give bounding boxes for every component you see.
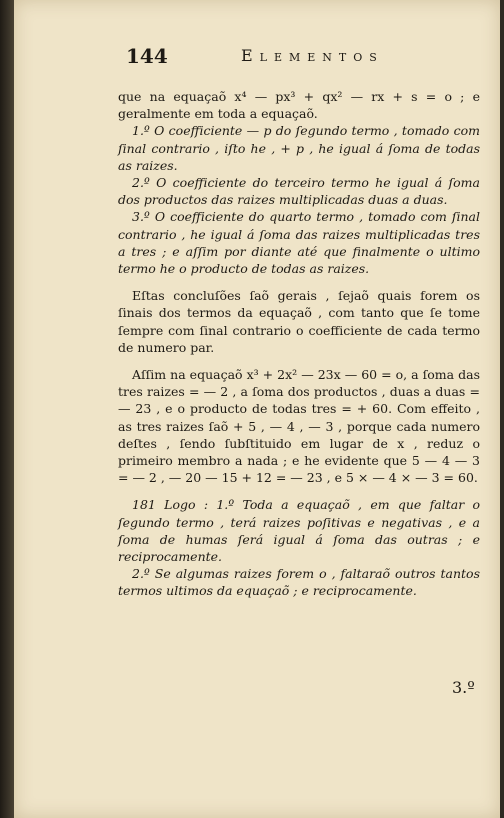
- paragraph-continuation: que na equaçaõ x⁴ — px³ + qx² — rx + s = o ; e geralmente em toda a equaçaõ.: [118, 89, 480, 122]
- catchword: 3.º: [452, 678, 475, 697]
- paragraph-conclusions: Eſtas concluſões ſaõ gerais , ſejaõ quais forem os ſinais dos termos da equaçaõ , com tanto que ſe tome ſempre com ſinal contrario o coefficiente de cada termo de numero par.: [118, 288, 480, 355]
- paragraph-rule-3: 3.º O coefficiente do quarto termo , tomado com ſinal contrario , he igual á ſoma das raizes multiplicadas tres a tres ; e aſſim por diante até que finalmente o ultimo termo he o producto de todas as raizes.: [118, 209, 480, 277]
- page-body: [118, 88, 480, 600]
- paragraph-181-2: 2.º Se algumas raizes forem o , faltaraõ outros tantos termos ultimos da equaçaõ ; e reciprocamente.: [118, 566, 480, 599]
- running-title: Elementos: [241, 46, 384, 65]
- page-number: 144: [126, 44, 168, 68]
- paragraph-rule-1: 1.º O coefficiente — p do ſegundo termo , tomado com ſinal contrario , iſto he , + p , he igual á ſoma de todas as raizes.: [118, 123, 480, 173]
- page-header: [126, 44, 496, 68]
- paragraph-rule-2: 2.º O coefficiente do terceiro termo he igual á ſoma dos productos das raizes multiplicadas duas a duas.: [118, 175, 480, 208]
- paragraph-example: Aſſim na equaçaõ x³ + 2x² — 23x — 60 = o, a ſoma das tres raizes = — 2 , a ſoma dos productos , duas a duas = — 23 , e o producto de todas tres = + 60. Com effeito , as tres raizes ſaõ + 5 , — 4 , — 3 , porque cada numero deſtes , ſendo ſubſtituido em lugar de x , reduz o primeiro membro a nada ; e he evidente que 5 — 4 — 3 = — 2 , — 20 — 15 + 12 = — 23 , e 5 × — 4 × — 3 = 60.: [118, 367, 480, 486]
- book-spine-shadow: [0, 0, 14, 818]
- paragraph-181: 181 Logo : 1.º Toda a equaçaõ , em que faltar o ſegundo termo , terá raizes poſitivas e negativas , e a ſoma de humas ſerá igual á ſoma das outras ; e reciprocamente.: [118, 497, 480, 565]
